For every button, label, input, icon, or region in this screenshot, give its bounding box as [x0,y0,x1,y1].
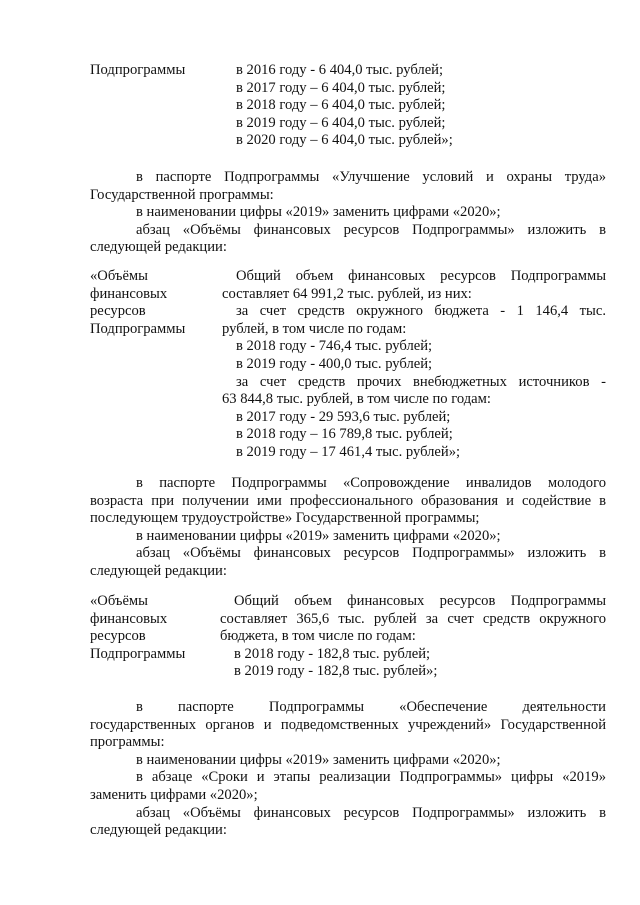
value-line: рублей, в том числе по годам: [222,320,407,337]
value-line: бюджета, в том числе по годам: [220,628,416,645]
year-line: в 2020 году – 6 404,0 тыс. рублей»; [236,132,453,149]
year-line: в 2019 году – 6 404,0 тыс. рублей; [236,114,446,131]
paragraph-line: заменить цифрами «2020»; [90,786,258,803]
paragraph-line: следующей редакции: [90,562,227,579]
paragraph-line: абзац «Объёмы финансовых ресурсов Подпрограммы» изложить в [136,221,606,238]
value-line: в 2018 году - 746,4 тыс. рублей; [236,338,433,355]
value-line: в 2018 году – 16 789,8 тыс. рублей; [236,426,453,443]
paragraph-line: программы: [90,734,165,751]
table-label [90,268,230,338]
value-line: в 2018 году - 182,8 тыс. рублей; [234,645,431,662]
paragraph-line: последующем трудоустройстве» Государственной программы; [90,510,480,527]
value-line: составляет 64 991,2 тыс. рублей, из них: [222,285,472,302]
year-line: в 2018 году – 6 404,0 тыс. рублей; [236,97,446,114]
section-1 [90,169,606,257]
table-values [236,62,608,150]
label-line: финансовых [90,610,168,627]
paragraph-line: государственных органов и подведомственных учреждений» Государственной [90,716,606,733]
paragraph-line: абзац «Объёмы финансовых ресурсов Подпрограммы» изложить в [136,545,606,562]
table-label: Подпрограммы [90,62,186,78]
label-line: Подпрограммы [90,645,186,662]
funding-table-top [90,62,606,152]
year-line: в 2017 году – 6 404,0 тыс. рублей; [236,79,446,96]
paragraph-line: абзац «Объёмы финансовых ресурсов Подпрограммы» изложить в [136,804,606,821]
paragraph-line: следующей редакции: [90,239,227,256]
funding-table-1 [90,268,606,468]
value-line: составляет 365,6 тыс. рублей за счет средств окружного [220,610,606,627]
paragraph-line: в паспорте Подпрограммы «Обеспечение деятельности [136,699,606,715]
label-line: финансовых [90,285,168,302]
section-2 [90,475,606,581]
paragraph-line: в наименовании цифры «2019» заменить цифрами «2020»; [136,204,501,221]
value-line: Общий объем финансовых ресурсов Подпрограммы [236,268,606,284]
paragraph-line: в паспорте Подпрограммы «Улучшение условий и охраны труда» [136,169,606,185]
section-3 [90,699,606,840]
paragraph-line: возраста при получении ими профессионального образования и содействие в [90,492,606,509]
value-line: в 2017 году - 29 593,6 тыс. рублей; [236,408,451,425]
value-line: в 2019 году - 400,0 тыс. рублей; [236,355,433,372]
label-line: «Объёмы [90,593,148,609]
paragraph-line: в наименовании цифры «2019» заменить цифрами «2020»; [136,751,501,768]
paragraph-line: следующей редакции: [90,822,227,839]
value-line: за счет средств окружного бюджета - 1 146,4 тыс. [236,303,606,320]
label-line: ресурсов [90,628,146,645]
value-line: за счет средств прочих внебюджетных источников - [236,373,606,390]
value-line: в 2019 году - 182,8 тыс. рублей»; [234,663,438,680]
paragraph-line: Государственной программы: [90,186,274,203]
label-line: «Объёмы [90,268,148,284]
paragraph-line: в паспорте Подпрограммы «Сопровождение инвалидов молодого [136,475,606,491]
paragraph-line: в абзаце «Сроки и этапы реализации Подпрограммы» цифры «2019» [136,769,606,786]
value-line: 63 844,8 тыс. рублей, в том числе по годам: [222,391,491,408]
table-values [220,593,606,681]
value-line: в 2019 году – 17 461,4 тыс. рублей»; [236,443,461,460]
label-line: Подпрограммы [90,320,186,337]
table-values [222,268,606,462]
value-line: Общий объем финансовых ресурсов Подпрограммы [234,593,606,609]
label-line: ресурсов [90,303,146,320]
year-line: в 2016 году - 6 404,0 тыс. рублей; [236,62,444,78]
table-label [90,593,230,663]
funding-table-2 [90,593,606,683]
paragraph-line: в наименовании цифры «2019» заменить цифрами «2020»; [136,527,501,544]
